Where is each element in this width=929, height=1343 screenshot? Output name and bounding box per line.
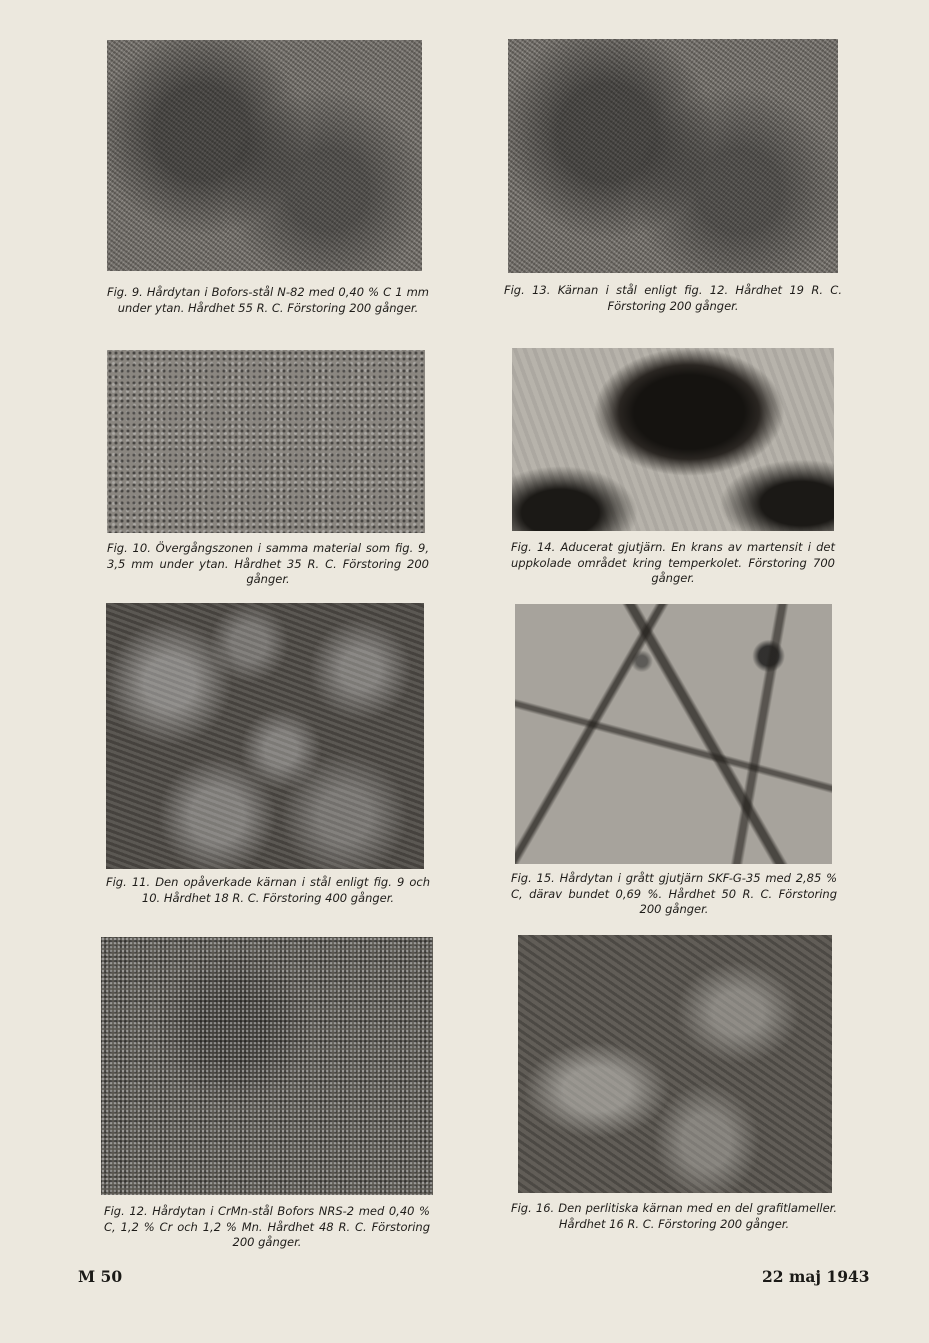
issue-date: 22 maj 1943 xyxy=(762,1267,870,1286)
micrograph-fig-10 xyxy=(107,350,425,533)
micrograph-fig-9 xyxy=(107,40,422,271)
caption-fig-14: Fig. 14. Aducerat gjutjärn. En krans av martensit i det uppkolade området kring temperkolet. Förstoring 700 gånger. xyxy=(511,540,835,585)
page-number: M 50 xyxy=(78,1267,123,1286)
caption-fig-16: Fig. 16. Den perlitiska kärnan med en del grafitlameller. Hårdhet 16 R. C. Förstoring 200 gånger. xyxy=(511,1201,837,1231)
caption-fig-15: Fig. 15. Hårdytan i grått gjutjärn SKF-G-35 med 2,85 % C, därav bundet 0,69 %. Hårdhet 50 R. C. Förstoring 200 gånger. xyxy=(511,871,837,916)
micrograph-fig-16 xyxy=(518,935,832,1193)
micrograph-fig-14 xyxy=(512,348,834,531)
caption-fig-11: Fig. 11. Den opåverkade kärnan i stål enligt fig. 9 och 10. Hårdhet 18 R. C. Förstoring 400 gånger. xyxy=(106,875,430,905)
micrograph-fig-13 xyxy=(508,39,838,273)
caption-fig-9: Fig. 9. Hårdytan i Bofors-stål N-82 med 0,40 % C 1 mm under ytan. Hårdhet 55 R. C. Förstoring 200 gånger. xyxy=(107,285,429,315)
micrograph-fig-11 xyxy=(106,603,424,869)
caption-fig-10: Fig. 10. Övergångszonen i samma material som fig. 9, 3,5 mm under ytan. Hårdhet 35 R. C. Förstoring 200 gånger. xyxy=(107,541,429,586)
caption-fig-13: Fig. 13. Kärnan i stål enligt fig. 12. Hårdhet 19 R. C. Förstoring 200 gånger. xyxy=(504,283,842,313)
caption-fig-12: Fig. 12. Hårdytan i CrMn-stål Bofors NRS-2 med 0,40 % C, 1,2 % Cr och 1,2 % Mn. Hårdhet 48 R. C. Förstoring 200 gånger. xyxy=(104,1204,430,1249)
micrograph-fig-12 xyxy=(101,937,433,1195)
micrograph-fig-15 xyxy=(515,604,832,864)
